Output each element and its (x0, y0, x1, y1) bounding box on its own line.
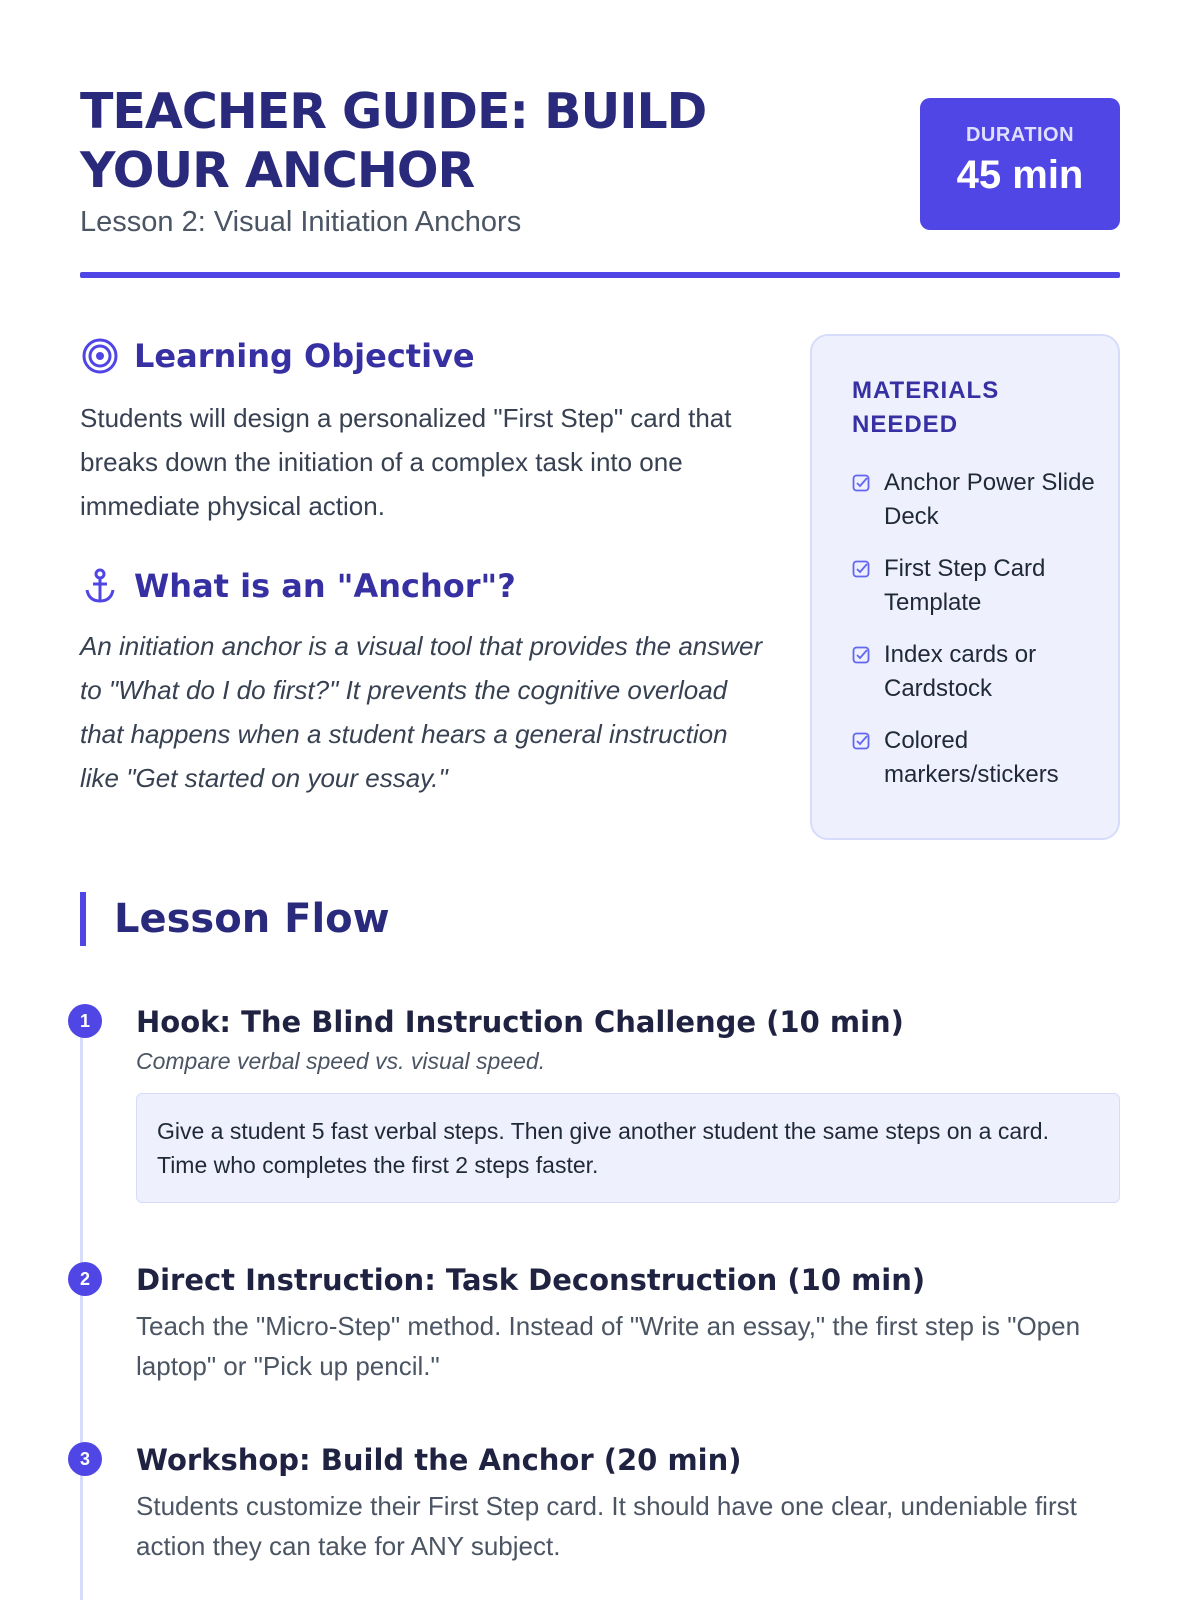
page-subtitle: Lesson 2: Visual Initiation Anchors (80, 206, 522, 238)
materials-item-label: Index cards or Cardstock (884, 641, 1037, 702)
anchor-definition-text: An initiation anchor is a visual tool that provides the answer to "What do I do first?" It prevents the cognitive overload that happens when a student hears a general instruction like "Get started on your essay." (80, 631, 763, 793)
step-title: Hook: The Blind Instruction Challenge (10 min) (136, 1005, 904, 1039)
lesson-step (79, 1442, 1120, 1566)
lesson-step (79, 1262, 1120, 1386)
checkbox-icon (852, 474, 870, 492)
duration-label: DURATION (965, 124, 1075, 146)
materials-item (852, 552, 1102, 620)
page-title: TEACHER GUIDE: BUILD YOUR ANCHOR (80, 83, 707, 199)
duration-badge (920, 98, 1120, 230)
anchor-heading-label: What is an "Anchor"? (134, 567, 516, 605)
lesson-flow-heading: Lesson Flow (80, 892, 390, 946)
step-title: Workshop: Build the Anchor (20 min) (136, 1443, 742, 1477)
step-description: Teach the "Micro-Step" method. Instead of "Write an essay," the first step is "Open laptop" or "Pick up pencil." (136, 1311, 1081, 1381)
objective-heading-label: Learning Objective (134, 337, 475, 375)
checkbox-icon (852, 560, 870, 578)
materials-item (852, 724, 1102, 792)
step-title: Direct Instruction: Task Deconstruction (10 min) (136, 1263, 926, 1297)
header (80, 78, 1120, 278)
materials-panel (810, 334, 1120, 840)
step-number-badge: 3 (68, 1442, 102, 1476)
step-subtitle: Compare verbal speed vs. visual speed. (136, 1048, 546, 1074)
materials-item-label: Colored markers/stickers (884, 727, 1059, 788)
materials-list (852, 466, 1102, 810)
materials-item (852, 466, 1102, 534)
anchor-heading (80, 566, 516, 606)
materials-item (852, 638, 1102, 706)
step-description: Students customize their First Step card. It should have one clear, undeniable first action they can take for ANY subject. (136, 1491, 1077, 1561)
target-icon (80, 336, 120, 376)
timeline-line (80, 1018, 83, 1600)
step-number-badge: 1 (68, 1004, 102, 1038)
materials-title: MATERIALS NEEDED (852, 377, 1000, 438)
materials-item-label: First Step Card Template (884, 555, 1046, 616)
header-divider (80, 272, 1120, 278)
teacher-guide-page (80, 0, 1120, 1600)
step-number-badge: 2 (68, 1262, 102, 1296)
checkbox-icon (852, 646, 870, 664)
objective-heading (80, 336, 475, 376)
materials-item-label: Anchor Power Slide Deck (884, 469, 1095, 530)
step-activity-box: Give a student 5 fast verbal steps. Then give another student the same steps on a card. Time who completes the first 2 steps faster. (136, 1093, 1120, 1203)
checkbox-icon (852, 732, 870, 750)
objective-text: Students will design a personalized "First Step" card that breaks down the initiation of a complex task into one immediate physical action. (80, 403, 732, 521)
duration-value: 45 min (956, 153, 1084, 197)
anchor-icon (80, 566, 120, 606)
lesson-step (79, 1004, 1120, 1203)
